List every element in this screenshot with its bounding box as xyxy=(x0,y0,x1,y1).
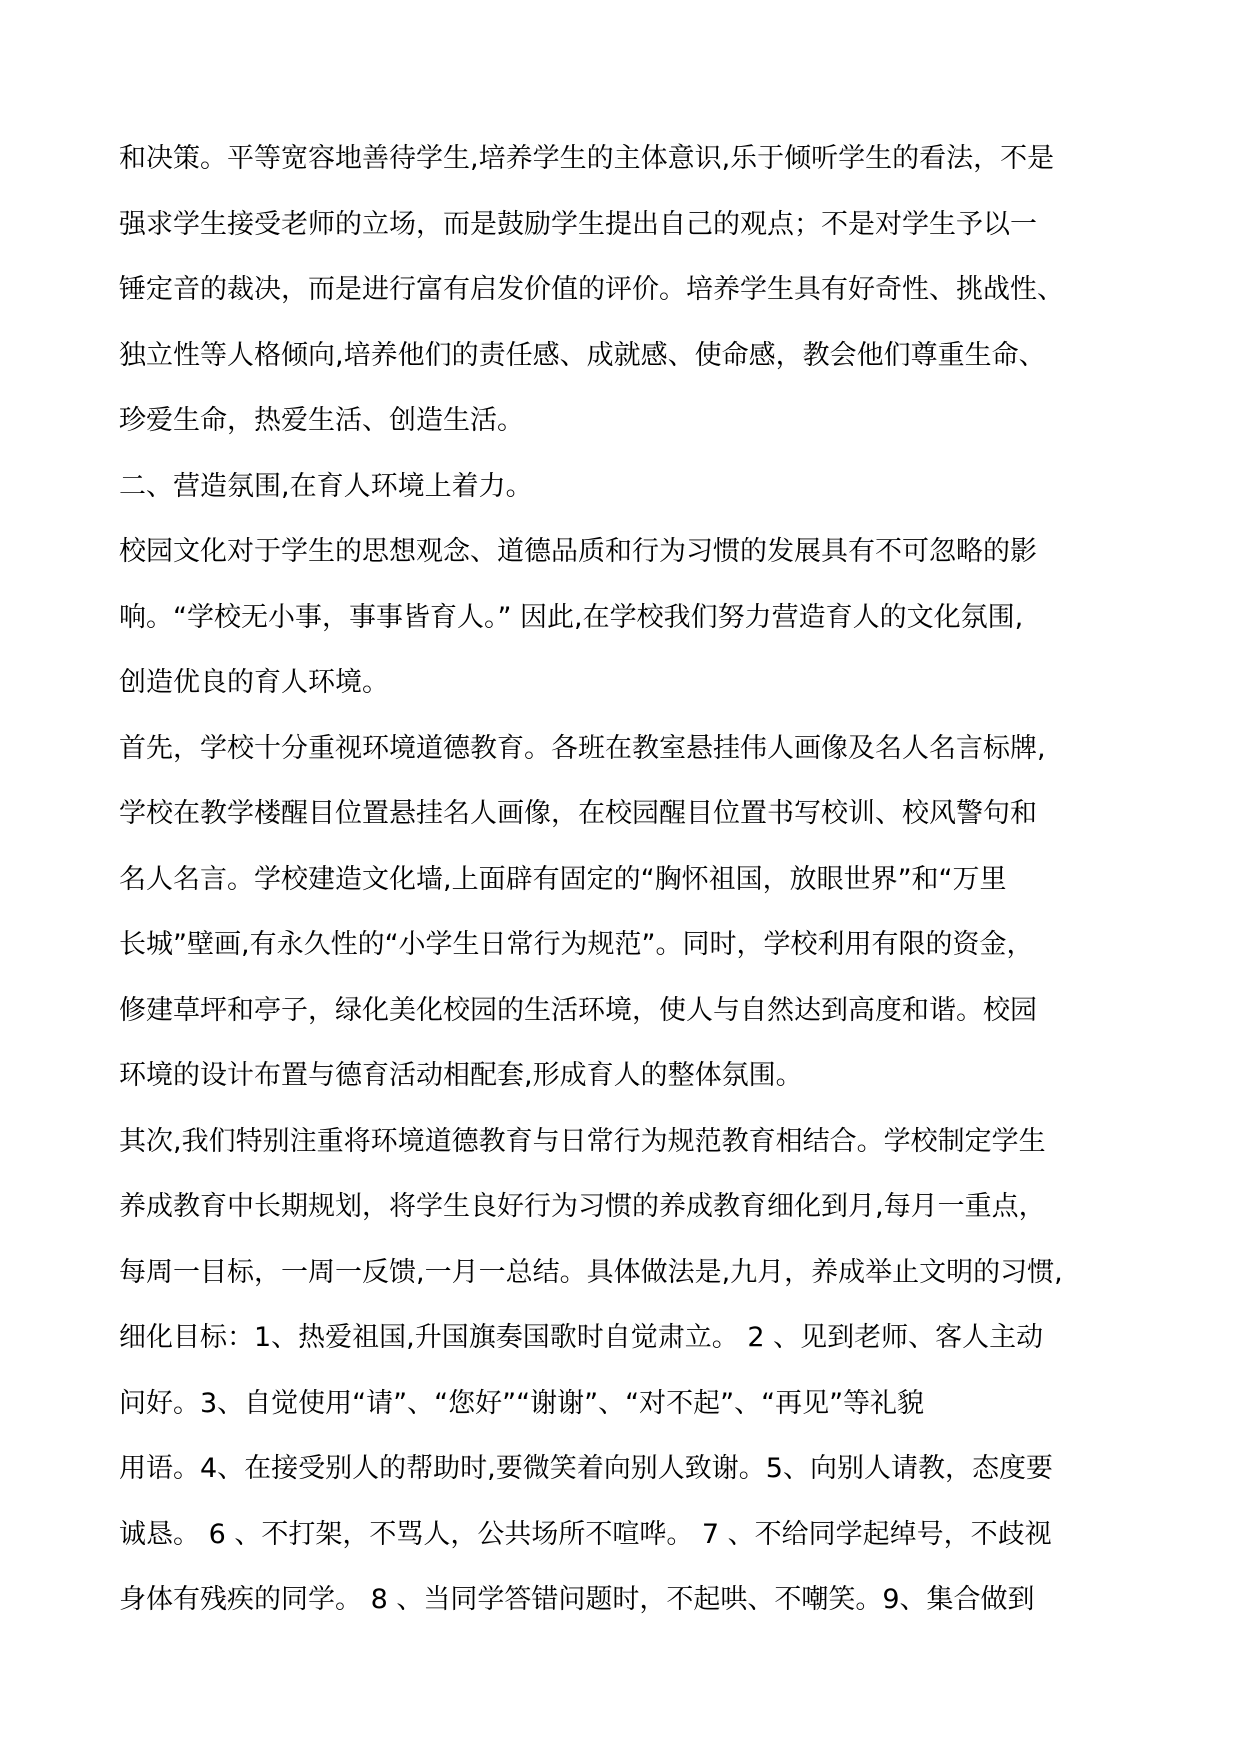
text-line: 修建草坪和亭子，绿化美化校园的生活环境，使人与自然达到高度和谐。校园 xyxy=(119,994,1037,1026)
text-line: 独立性等人格倾向,培养他们的责任感、成就感、使命感，教会他们尊重生命、 xyxy=(119,339,1046,371)
text-line: 和决策。平等宽容地善待学生,培养学生的主体意识,乐于倾听学生的看法，不是 xyxy=(119,143,1055,174)
text-line: 身体有残疾的同学。 8 、当同学答错问题时，不起哄、不嘲笑。9、集合做到 xyxy=(119,1584,1035,1615)
text-line: 珍爱生命，热爱生活、创造生活。 xyxy=(119,405,524,436)
text-line: 诚恳。 6 、不打架，不骂人，公共场所不喧哗。 7 、不给同学起绰号，不歧视 xyxy=(119,1518,1052,1550)
text-line: 响。“学校无小事，事事皆育人。” 因此,在学校我们努力营造育人的文化氛围, xyxy=(119,601,1024,633)
text-line: 其次,我们特别注重将环境道德教育与日常行为规范教育相结合。学校制定学生 xyxy=(119,1125,1046,1157)
text-line: 长城”壁画,有永久性的“小学生日常行为规范”。同时，学校利用有限的资金， xyxy=(119,929,1034,960)
text-line: 创造优良的育人环境。 xyxy=(119,667,389,698)
text-line: 环境的设计布置与德育活动相配套,形成育人的整体氛围。 xyxy=(119,1060,803,1091)
text-line: 问好。3、自觉使用“请”、“您好”“谢谢”、“对不起”、“再见”等礼貌 xyxy=(119,1387,925,1419)
text-line: 每周一目标，一周一反馈,一月一总结。具体做法是,九月，养成举止文明的习惯, xyxy=(119,1256,1063,1288)
text-line: 养成教育中长期规划，将学生良好行为习惯的养成教育细化到月,每月一重点， xyxy=(119,1191,1046,1222)
text-line: 细化目标：1、热爱祖国,升国旗奏国歌时自觉肃立。 2 、见到老师、客人主动 xyxy=(119,1322,1044,1353)
text-line: 强求学生接受老师的立场，而是鼓励学生提出自己的观点；不是对学生予以一 xyxy=(119,208,1037,240)
text-line: 校园文化对于学生的思想观念、道德品质和行为习惯的发展具有不可忽略的影 xyxy=(119,536,1037,567)
text-line: 锤定音的裁决，而是进行富有启发价值的评价。培养学生具有好奇性、挑战性、 xyxy=(119,274,1064,305)
text-line: 二、营造氛围,在育人环境上着力。 xyxy=(119,470,533,502)
text-line: 用语。4、在接受别人的帮助时,要微笑着向别人致谢。5、向别人请教，态度要 xyxy=(119,1453,1053,1484)
text-line: 名人名言。学校建造文化墙,上面辟有固定的“胸怀祖国，放眼世界”和“万里 xyxy=(119,863,1007,895)
text-line: 学校在教学楼醒目位置悬挂名人画像，在校园醒目位置书写校训、校风警句和 xyxy=(119,798,1037,829)
body-text xyxy=(119,126,1119,1633)
text-line: 首先，学校十分重视环境道德教育。各班在教室悬挂伟人画像及名人名言标牌, xyxy=(119,732,1046,764)
